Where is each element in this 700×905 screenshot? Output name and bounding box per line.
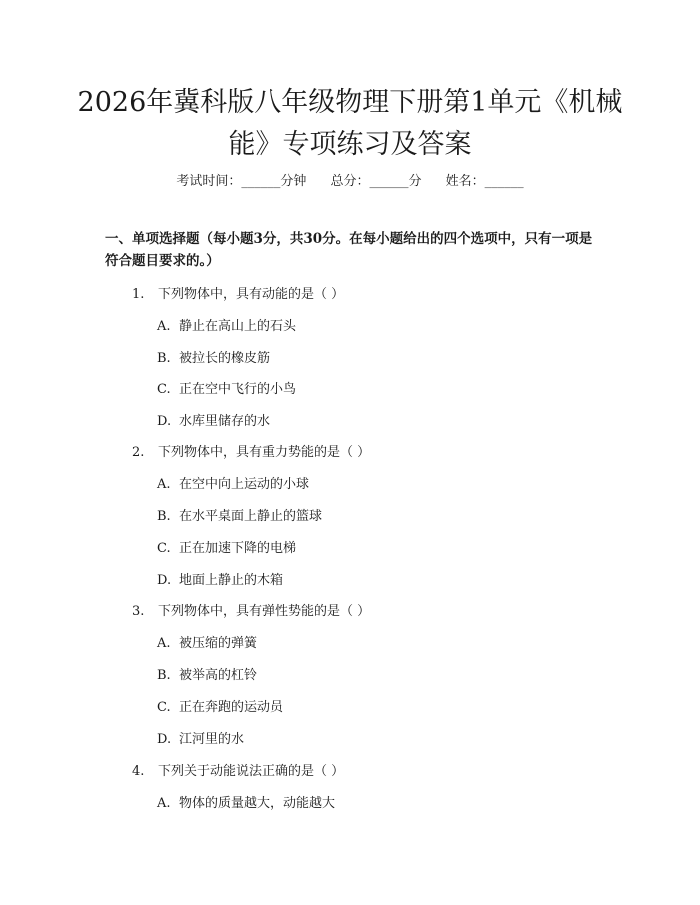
option-letter: B. <box>157 351 171 366</box>
total-score: 总分：______分 <box>330 174 422 189</box>
option-letter: A. <box>157 636 171 651</box>
question-1-option-b <box>157 347 270 366</box>
question-4 <box>132 760 344 779</box>
option-letter: A. <box>157 796 171 811</box>
question-text: 下列物体中，具有动能的是（ ） <box>158 287 345 302</box>
option-letter: D. <box>157 732 172 747</box>
option-letter: A. <box>157 319 171 334</box>
exam-meta <box>0 170 700 189</box>
question-1 <box>132 283 344 302</box>
question-3-option-a <box>157 632 257 651</box>
question-number: 3. <box>132 604 145 619</box>
option-text: 被拉长的橡皮筋 <box>179 351 271 366</box>
option-letter: C. <box>157 541 171 556</box>
question-3-option-d <box>157 728 244 747</box>
question-text: 下列关于动能说法正确的是（ ） <box>158 764 345 779</box>
question-1-option-c <box>157 378 296 397</box>
question-2-option-b <box>157 505 322 524</box>
question-number: 1. <box>132 287 145 302</box>
question-number: 4. <box>132 764 145 779</box>
option-text: 被举高的杠铃 <box>179 668 258 683</box>
section-heading: 一、单项选择题（每小题3分，共30分。在每小题给出的四个选项中，只有一项是符合题目要求的。） <box>105 231 593 269</box>
option-text: 物体的质量越大，动能越大 <box>179 796 336 811</box>
option-text: 水库里储存的水 <box>179 414 271 429</box>
question-3-option-b <box>157 664 257 683</box>
question-1-option-a <box>157 315 296 334</box>
question-1-option-d <box>157 410 270 429</box>
question-2-option-a <box>157 473 309 492</box>
option-text: 被压缩的弹簧 <box>179 636 258 651</box>
question-2 <box>132 441 370 460</box>
option-letter: C. <box>157 700 171 715</box>
question-3-option-c <box>157 696 283 715</box>
question-2-option-c <box>157 537 296 556</box>
question-2-option-d <box>157 569 283 588</box>
option-letter: D. <box>157 573 172 588</box>
option-text: 静止在高山上的石头 <box>179 319 297 334</box>
student-name: 姓名：______ <box>445 174 524 189</box>
option-text: 地面上静止的木箱 <box>179 573 284 588</box>
option-letter: D. <box>157 414 172 429</box>
question-3 <box>132 600 370 619</box>
document-title: 2026年冀科版八年级物理下册第1单元《机械能》专项练习及答案 <box>77 87 623 160</box>
option-letter: B. <box>157 509 171 524</box>
option-text: 正在奔跑的运动员 <box>179 700 284 715</box>
question-text: 下列物体中，具有重力势能的是（ ） <box>158 445 371 460</box>
option-text: 正在空中飞行的小鸟 <box>179 382 297 397</box>
option-letter: B. <box>157 668 171 683</box>
option-text: 在空中向上运动的小球 <box>179 477 310 492</box>
option-letter: C. <box>157 382 171 397</box>
option-text: 正在加速下降的电梯 <box>179 541 297 556</box>
exam-time: 考试时间：______分钟 <box>176 174 307 189</box>
question-number: 2. <box>132 445 145 460</box>
option-letter: A. <box>157 477 171 492</box>
option-text: 在水平桌面上静止的篮球 <box>179 509 323 524</box>
option-text: 江河里的水 <box>179 732 245 747</box>
question-4-option-a <box>157 792 335 811</box>
question-text: 下列物体中，具有弹性势能的是（ ） <box>158 604 371 619</box>
